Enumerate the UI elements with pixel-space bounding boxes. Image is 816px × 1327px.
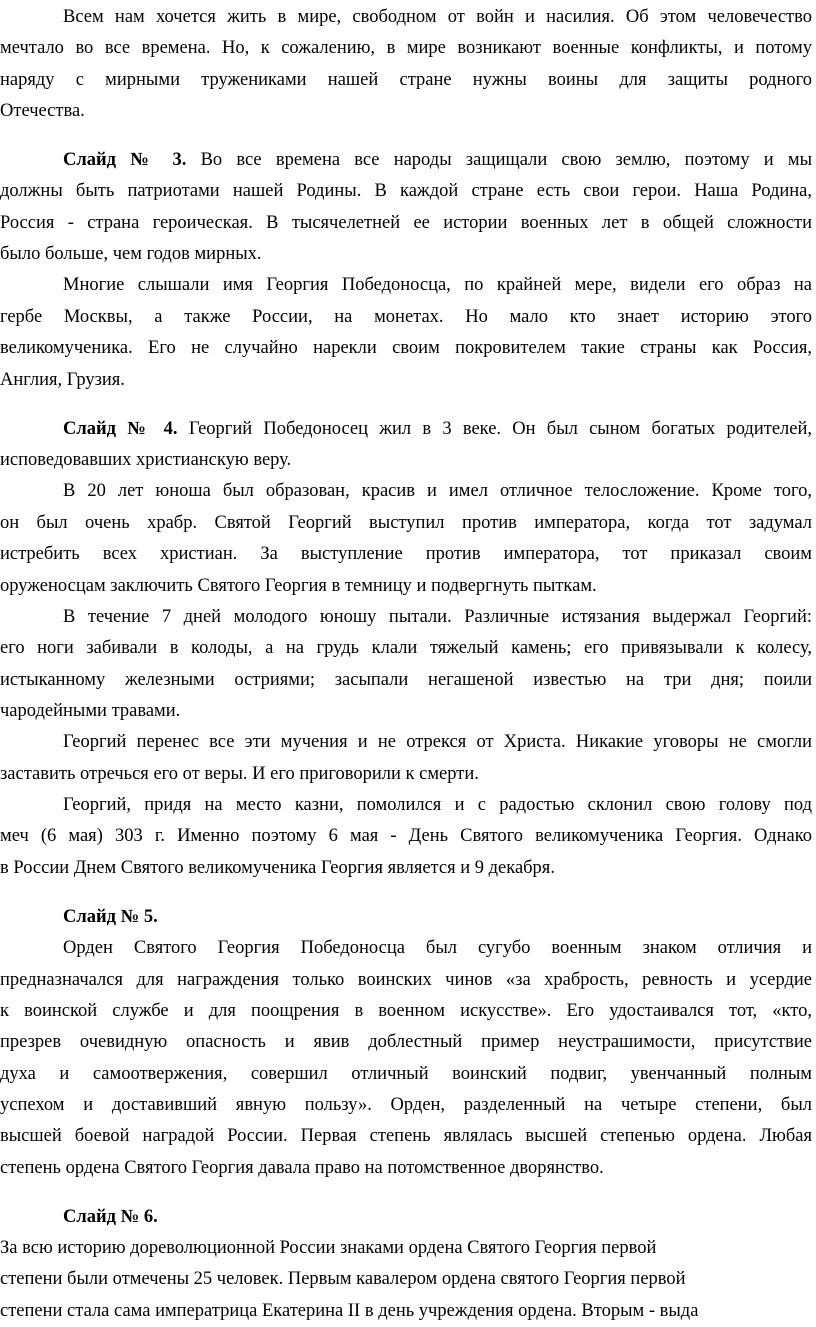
slide-3-first-line [63,145,812,176]
text-line: Всем нам хочется жить в мире, свободном от войн и насилия. Об этом человечество [63,7,812,27]
text-line: успехом и доставивший явную пользу». Орден, разделенный на четыре степени, был [0,1095,812,1115]
text-line: Многие слышали имя Георгия Победоносца, по крайней мере, видели его образ на [63,275,812,295]
text-line: мечтало во все времена. Но, к сожалению, в мире возникают военные конфликты, и потому [0,38,812,58]
text-line: Англия, Грузия. [0,370,125,390]
text-line: наряду с мирными тружениками нашей стране нужны воины для защиты родного [0,70,812,90]
text-line: заставить отречься его от веры. И его приговорили к смерти. [0,764,479,784]
text-line: степень ордена Святого Георгия давала право на потомственное дворянство. [0,1158,604,1178]
text-line: меч (6 мая) 303 г. Именно поэтому 6 мая - День Святого великомученика Георгия. Однако [0,826,812,846]
slide-3-heading: Слайд № 3. [63,150,187,170]
text-line: Россия - страна героическая. В тысячелетней ее истории военных лет в общей сложности [0,213,812,233]
text-line: его ноги забивали в колоды, а на грудь клали тяжелый камень; его привязывали к колесу, [0,638,812,658]
text-line: предназначался для награждения только воинских чинов «за храбрость, ревность и усердие [0,970,812,990]
text-line: высшей боевой наградой России. Первая степень являлась высшей степенью ордена. Любая [0,1126,812,1146]
slide-6-heading: Слайд № 6. [63,1207,158,1227]
text-line: истребить всех христиан. За выступление против императора, тот приказал своим [0,544,812,564]
text-line: должны быть патриотами нашей Родины. В каждой стране есть свои герои. Наша Родина, [0,181,812,201]
slide-4-heading: Слайд № 4. [63,419,178,439]
text-line: в России Днем Святого великомученика Георгия является и 9 декабря. [0,858,555,878]
text-line: истыканному железными остриями; засыпали негашеной известью на три дня; поили [0,670,812,690]
text-line: В 20 лет юноша был образован, красив и имел отличное телосложение. Кроме того, [63,481,812,501]
text-line: В течение 7 дней молодого юношу пытали. Различные истязания выдержал Георгий: [63,607,812,627]
text-line: чародейными травами. [0,701,181,721]
text-line: За всю историю дореволюционной России знаками ордена Святого Георгия первой [0,1238,657,1258]
text-line: презрев очевидную опасность и явив доблестный пример неустрашимости, присутствие [0,1032,812,1052]
text-line: он был очень храбр. Святой Георгий выступил против императора, когда тот задумал [0,513,812,533]
slide-3-text: Во все времена все народы защищали свою землю, поэтому и мы [200,150,812,170]
text-line: Отечества. [0,101,85,121]
slide-5-heading: Слайд № 5. [63,907,158,927]
text-line: к воинской службе и для поощрения в военном искусстве». Его удостаивался тот, «кто, [0,1001,812,1021]
text-line: Орден Святого Георгия Победоносца был сугубо военным знаком отличия и [63,938,812,958]
text-line: гербе Москвы, а также России, на монетах. Но мало кто знает историю этого [0,307,812,327]
text-line: великомученика. Его не случайно нарекли своим покровителем такие страны как Россия, [0,338,812,358]
text-line: духа и самоотвержения, совершил отличный воинский подвиг, увенчанный полным [0,1064,812,1084]
text-line: оруженосцам заключить Святого Георгия в темницу и подвергнуть пыткам. [0,576,597,596]
text-line: было больше, чем годов мирных. [0,244,262,264]
text-line: степени стала сама императрица Екатерина II в день учреждения ордена. Вторым - выда [0,1301,699,1321]
text-line: исповедовавших христианскую веру. [0,450,292,470]
text-line: Георгий перенес все эти мучения и не отрекся от Христа. Никакие уговоры не смогли [63,732,812,752]
text-line: степени были отмечены 25 человек. Первым кавалером ордена святого Георгия первой [0,1269,686,1289]
slide-4-first-line [63,414,812,445]
text-line: Георгий, придя на место казни, помолился и с радостью склонил свою голову под [63,795,812,815]
slide-4-text: Георгий Победоносец жил в 3 веке. Он был сыном богатых родителей, [188,419,812,439]
